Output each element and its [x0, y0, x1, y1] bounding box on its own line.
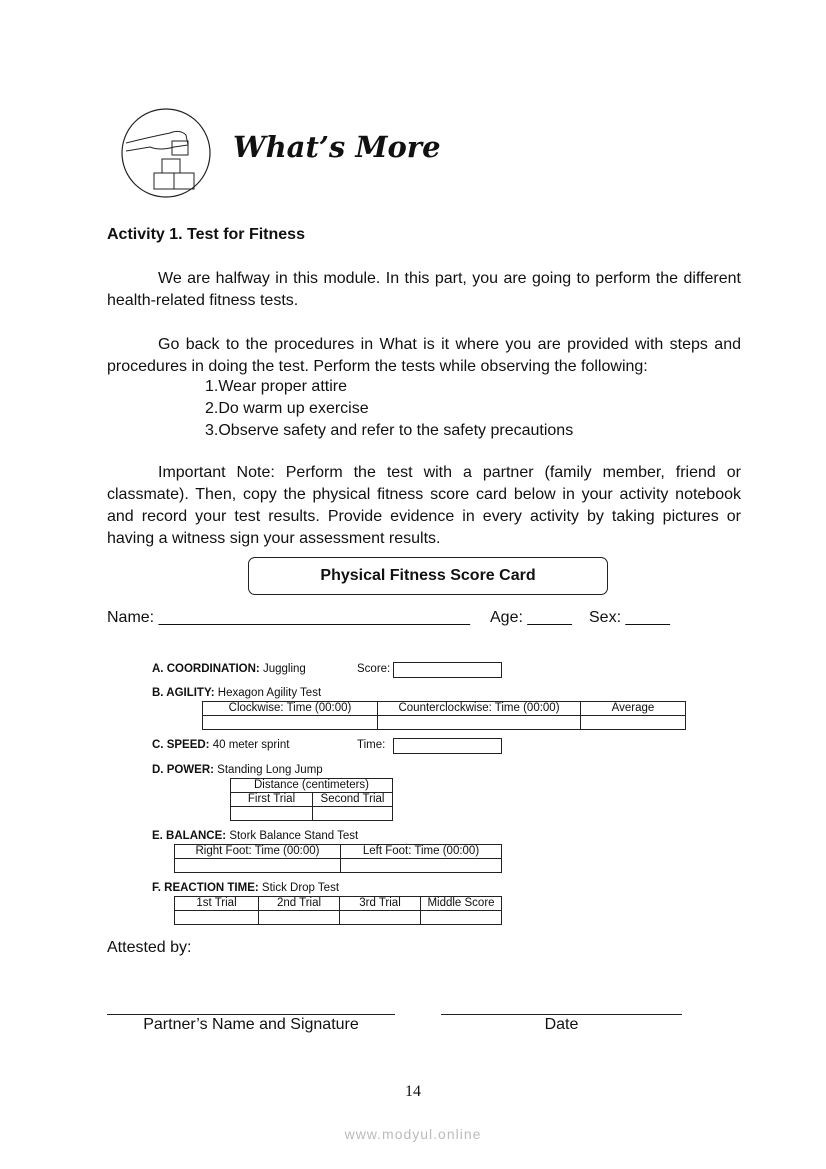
watermark: www.modyul.online [344, 1126, 482, 1142]
attested-label: Attested by: [107, 939, 192, 956]
reaction-label: F. REACTION TIME: Stick Drop Test [152, 882, 340, 894]
time-box [393, 738, 502, 754]
signature-label: Partner’s Name and Signature [143, 1016, 359, 1033]
hand-stacking-blocks-icon [120, 107, 212, 204]
score-card-title: Physical Fitness Score Card [248, 557, 608, 595]
agility-table: Clockwise: Time (00:00) Counterclockwise: Time (00:00) Average [202, 701, 686, 730]
sex-field: Sex: _____ [589, 609, 670, 626]
power-label: D. POWER: Standing Long Jump [152, 764, 323, 776]
date-line [441, 1014, 682, 1015]
speed-label: C. SPEED: 40 meter sprint [152, 739, 290, 751]
signature-line [107, 1014, 395, 1015]
activity-heading: Activity 1. Test for Fitness [107, 226, 305, 243]
date-label: Date [544, 1016, 579, 1033]
age-field: Age: _____ [490, 609, 572, 626]
score-box [393, 662, 502, 678]
score-label: Score: [357, 663, 391, 675]
list-item: 1.Wear proper attire [205, 378, 347, 395]
reaction-table: 1st Trial 2nd Trial 3rd Trial Middle Score [174, 896, 502, 925]
list-item: 3.Observe safety and refer to the safety precautions [205, 422, 574, 439]
procedure-paragraph: Go back to the procedures in What is it where you are provided with steps and procedures in doing the test. Perform the tests while observing the following: [107, 336, 741, 375]
balance-table: Right Foot: Time (00:00) Left Foot: Time (00:00) [174, 844, 502, 873]
time-label: Time: [357, 739, 386, 751]
name-field: Name: ___________________________________ [107, 609, 471, 626]
coordination-label: A. COORDINATION: Juggling [152, 663, 306, 675]
intro-paragraph: We are halfway in this module. In this part, you are going to perform the different health-related fitness tests. [107, 270, 741, 309]
section-title: What’s More [233, 130, 441, 164]
agility-label: B. AGILITY: Hexagon Agility Test [152, 687, 322, 699]
note-paragraph: Important Note: Perform the test with a partner (family member, friend or classmate). Then, copy the physical fitness score card below in your activity notebook and record your test results. Provide evidence in every activity by taking pictures or having a witness sign your assessment results. [107, 464, 741, 547]
list-item: 2.Do warm up exercise [205, 400, 369, 417]
power-table: Distance (centimeters) First Trial Second Trial [230, 778, 393, 821]
balance-label: E. BALANCE: Stork Balance Stand Test [152, 830, 359, 842]
page-number: 14 [405, 1083, 421, 1100]
